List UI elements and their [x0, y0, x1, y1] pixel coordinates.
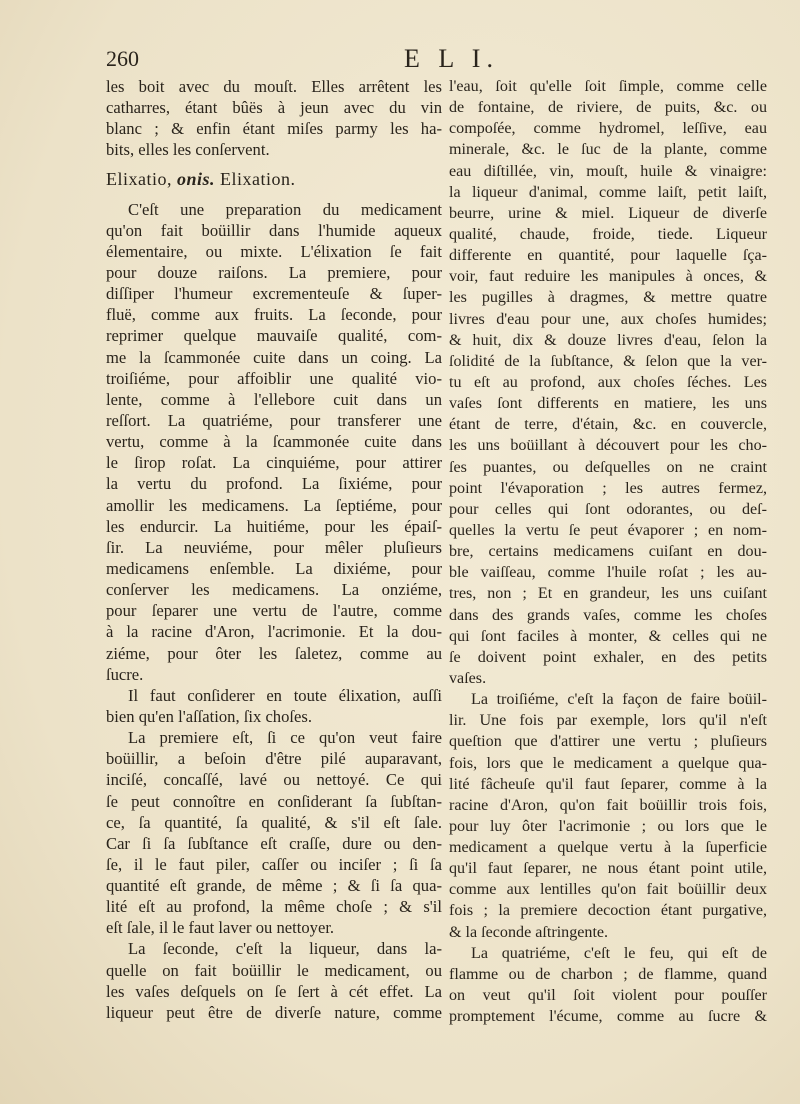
text-line: tres, non ; Et en grandeur, les uns cuiſant	[449, 585, 767, 603]
text-line: ſolidité de la ſubſtance, & ſelon que la ver-	[449, 352, 767, 370]
text-line: pour douze raiſons. La premiere, pour	[106, 262, 442, 282]
text-line: élementaire, ou mixte. L'élixation ſe fait	[106, 241, 442, 261]
text-line: qu'on fait boüillir dans l'humide aqueux	[106, 220, 442, 240]
page-header	[106, 44, 766, 78]
text-line: qu'il faut ſeparer, ne nous étant point utile,	[449, 860, 767, 878]
text-line: fluë, comme aux fruits. La ſeconde, pour	[106, 305, 442, 325]
text-line: à la racine d'Aron, l'acrimonie. Et la dou-	[106, 622, 442, 642]
text-line: lente, comme à l'ellebore cuit dans un	[106, 389, 442, 409]
text-line: ſe peut connoître en conſiderant ſa ſubſtan-	[106, 791, 442, 811]
text-line: ziéme, pour ôter les ſaletez, comme au	[106, 643, 442, 663]
text-line: les boit avec du mouſt. Elles arrêtent les	[106, 77, 442, 96]
text-line: ſucre.	[106, 664, 144, 684]
entry-french: Elixation.	[220, 168, 296, 189]
text-line: troiſiéme, pour affoiblir une qualité vio-	[106, 368, 442, 388]
text-line: amollir les medicamens. La ſeptiéme, pour	[106, 495, 442, 515]
text-line: La ſeconde, c'eſt la liqueur, dans la-	[128, 939, 442, 959]
text-line: & huit, dix & douze livres d'eau, ſelon la	[449, 331, 767, 349]
text-line: C'eſt une preparation du medicament	[128, 199, 442, 219]
text-line: ce, ſa quantité, ſa qualité, & s'il eſt ſale.	[106, 812, 442, 832]
text-line: lir. Une fois par exemple, lors qu'il n'eſt	[449, 712, 767, 730]
text-line: beurre, urine & miel. Liqueur de diverſe	[449, 204, 767, 222]
text-line: ble vaiſſeau, comme l'huile roſat ; les au-	[449, 564, 767, 582]
text-line: diſſiper l'humeur excrementeuſe & ſuper-	[106, 284, 442, 304]
text-line: reprimer quelque mauvaiſe qualité, com-	[106, 326, 442, 346]
entry-heading	[106, 169, 442, 193]
right-column	[449, 76, 767, 1027]
text-line: reſſort. La quatriéme, pour transferer une	[106, 410, 442, 430]
text-line: & la ſeconde aſtringente.	[449, 923, 609, 941]
text-line: étant de terre, d'étain, &c. en couvercle,	[449, 416, 767, 434]
text-line: vaſes.	[449, 669, 487, 687]
text-line: les vaſes deſquels on ſe ſert à cét effet. La	[106, 981, 442, 1001]
text-line: ſes puantes, ou deſquelles on ne craint	[449, 458, 767, 476]
text-line: les pugilles à dragmes, & mettre quatre	[449, 289, 767, 307]
text-line: quantité eſt grande, de même ; & ſi ſa qua-	[106, 876, 442, 896]
text-line: pour celles qui ſont odorantes, ou deſ-	[449, 500, 767, 518]
text-line: lité eſt au profond, la même choſe ; & s'il	[106, 897, 442, 917]
text-line: ſe, il le faut piler, caſſer ou inciſer ; ſi ſa	[106, 854, 442, 874]
entry-term: Elixatio,	[106, 168, 172, 189]
text-line: bre, certains medicamens cuiſant en dou-	[449, 543, 767, 561]
text-line: minerale, &c. le ſuc de la plante, comme	[449, 141, 767, 159]
text-line: dans des grands vaſes, comme les choſes	[449, 606, 767, 624]
text-line: livres d'eau pour une, aux choſes humides;	[449, 310, 767, 328]
text-line: comme aux lentilles qu'on fait boüillir deux	[449, 881, 767, 899]
text-line: tu eſt au profond, aux choſes ſéches. Les	[449, 373, 767, 391]
text-line: eſt ſale, il le faut laver ou nettoyer.	[106, 918, 335, 938]
text-line: differente en quantité, pour laquelle ſça-	[449, 247, 767, 265]
text-line: lité fâcheuſe qu'il faut ſeparer, comme à la	[449, 775, 767, 793]
text-line: racine d'Aron, qu'on fait boüillir trois fois,	[449, 796, 767, 814]
text-line: bien qu'en l'aſſation, ſix choſes.	[106, 706, 312, 726]
text-line: quelle on fait boüillir le medicament, ou	[106, 960, 442, 980]
text-line: Car ſi ſa ſubſtance eſt craſſe, dure ou den-	[106, 833, 442, 853]
text-line: Il faut conſiderer en toute élixation, auſſi	[128, 685, 442, 705]
text-line: pour luy ôter l'acrimonie ; ou lors que le	[449, 817, 767, 835]
text-line: fois ; la premiere decoction étant purgative,	[449, 902, 767, 920]
left-column	[106, 76, 442, 1023]
text-line: les uns boüillant à découvert pour les cho-	[449, 437, 767, 455]
text-line: bits, elles les conſervent.	[106, 140, 270, 160]
text-line: medicamens enſemble. La dixiéme, pour	[106, 558, 442, 578]
text-line: queſtion que d'attirer une vertu ; pluſieurs	[449, 733, 767, 751]
entry-genitive: onis.	[177, 168, 216, 189]
text-line: boüillir, a beſoin d'être pilé auparavant,	[106, 749, 442, 769]
text-line: flamme ou de charbon ; de flamme, quand	[449, 965, 767, 983]
text-line: vaſes ſont differents en matiere, les uns	[449, 395, 767, 413]
page-number: 260	[106, 46, 139, 71]
text-line: on veut qu'il ſoit violent pour pouſſer	[449, 987, 767, 1005]
text-line: la liqueur d'animal, comme laiſt, petit laiſt,	[449, 183, 767, 201]
text-line: ſir. La neuviéme, pour mêler pluſieurs	[106, 537, 442, 557]
text-line: medicament a quelque vertu à la ſuperficie	[449, 839, 767, 857]
text-line: promptement l'écume, comme au ſucre &	[449, 1008, 767, 1026]
text-line: La quatriéme, c'eſt le feu, qui eſt de	[471, 944, 767, 962]
text-line: La premiere eſt, ſi ce qu'on veut faire	[128, 728, 442, 748]
text-line: qualité, chaude, froide, tiede. Liqueur	[449, 225, 767, 243]
text-line: de fontaine, de riviere, de puits, &c. ou	[449, 99, 767, 117]
text-line: fois, lors que le medicament a quelque qua-	[449, 754, 767, 772]
text-line: vertu, comme à la ſcammonée cuite dans	[106, 432, 442, 452]
text-line: blanc ; & enfin étant miſes parmy les ha-	[106, 119, 442, 139]
text-line: conſerver les medicamens. La onziéme,	[106, 580, 442, 600]
text-line: voir, faut reduire les manipules à onces, &	[449, 268, 767, 286]
text-line: pour ſeparer une vertu de l'autre, comme	[106, 601, 442, 621]
text-line: ſe doivent point exhaler, en des petits	[449, 648, 767, 666]
text-line: point l'évaporation ; les autres fermez,	[449, 479, 767, 497]
text-line: catharres, étant bûës à jeun avec du vin	[106, 98, 442, 118]
text-line: inciſé, concaſſé, lavé ou nettoyé. Ce qui	[106, 770, 442, 790]
text-line: me la ſcammonée cuite dans un coing. La	[106, 347, 442, 367]
text-line: La troiſiéme, c'eſt la façon de faire boüil-	[471, 691, 767, 709]
text-line: quelles la vertu ſe peut évaporer ; en nom-	[449, 521, 767, 539]
text-line: la vertu du profond. La ſixiéme, pour	[106, 474, 442, 494]
text-line: le ſirop roſat. La cinquiéme, pour attirer	[106, 453, 442, 473]
text-line: les endurcir. La huitiéme, pour les épaiſ-	[106, 516, 442, 536]
text-line: compoſée, comme hydromel, leſſive, eau	[449, 120, 767, 138]
text-line: l'eau, ſoit qu'elle ſoit ſimple, comme celle	[449, 78, 767, 95]
text-line: liqueur peut être de diverſe nature, comme	[106, 1002, 442, 1022]
text-line: eau diſtillée, vin, mouſt, huile & vinaigre:	[449, 162, 767, 180]
text-line: qui ſont faciles à monter, & celles qui ne	[449, 627, 767, 645]
running-title: E L I.	[404, 44, 499, 73]
